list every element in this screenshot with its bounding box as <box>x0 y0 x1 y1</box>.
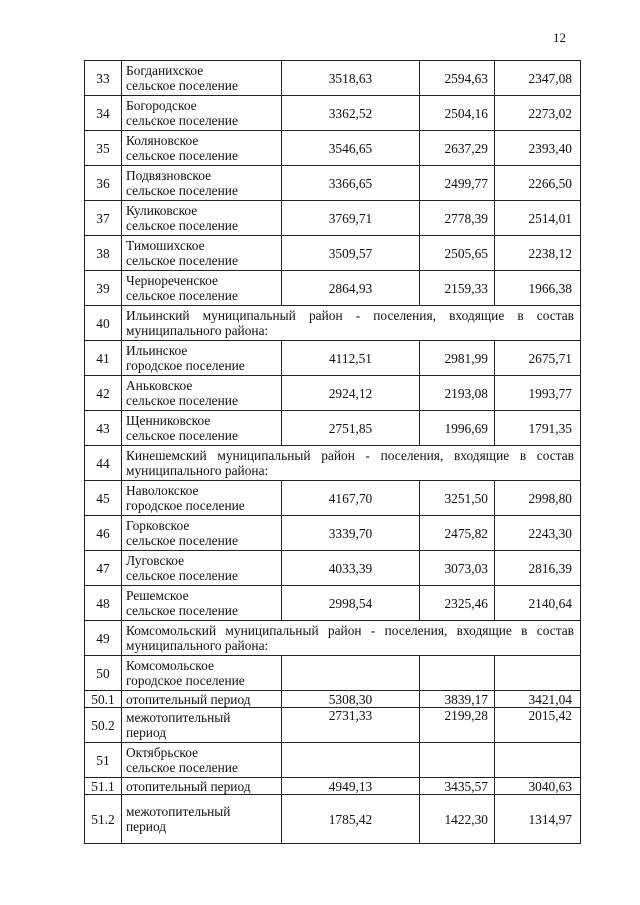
settlement-name: межотопительный <box>126 710 231 725</box>
name-cell <box>122 271 282 306</box>
settlement-name: Богородское <box>126 98 197 113</box>
settlement-name: Аньковское <box>126 378 193 393</box>
value-col3: 2243,30 <box>495 516 581 551</box>
value-col3: 3040,63 <box>495 778 581 795</box>
settlement-type: период <box>126 819 167 834</box>
table-row <box>85 743 581 778</box>
name-cell <box>122 481 282 516</box>
name-cell <box>122 96 282 131</box>
tariff-table <box>84 60 581 844</box>
table-row <box>85 271 581 306</box>
value-col1: 3769,71 <box>282 201 420 236</box>
row-number: 34 <box>85 96 122 131</box>
value-col2: 2778,39 <box>420 201 495 236</box>
settlement-name: Октябрьское <box>126 745 199 760</box>
settlement-type: сельское поселение <box>126 78 238 93</box>
value-col1: 4949,13 <box>282 778 420 795</box>
value-col3: 2347,08 <box>495 61 581 96</box>
settlement-type: сельское поселение <box>126 603 238 618</box>
page-number: 12 <box>553 30 566 45</box>
value-col3: 2140,64 <box>495 586 581 621</box>
value-col1: 3362,52 <box>282 96 420 131</box>
value-col3 <box>495 743 581 778</box>
value-col1: 4167,70 <box>282 481 420 516</box>
value-col1: 3518,63 <box>282 61 420 96</box>
value-col2 <box>420 656 495 691</box>
value-col3: 2238,12 <box>495 236 581 271</box>
name-cell <box>122 778 282 795</box>
settlement-type: сельское поселение <box>126 533 238 548</box>
value-col3: 2816,39 <box>495 551 581 586</box>
settlement-type: сельское поселение <box>126 393 238 408</box>
settlement-type: сельское поселение <box>126 148 238 163</box>
row-number: 50 <box>85 656 122 691</box>
district-header: Ильинский муниципальный район - поселения, входящие в состав муниципального района: <box>122 306 581 341</box>
settlement-type: городское поселение <box>126 498 245 513</box>
row-number: 47 <box>85 551 122 586</box>
value-col3: 1791,35 <box>495 411 581 446</box>
table-row <box>85 236 581 271</box>
table-row <box>85 481 581 516</box>
settlement-name: Чернореченское <box>126 273 218 288</box>
district-header: Кинешемский муниципальный район - поселения, входящие в состав муниципального района: <box>122 446 581 481</box>
name-cell <box>122 166 282 201</box>
value-col3: 1314,97 <box>495 795 581 844</box>
value-col1: 2731,33 <box>282 708 420 743</box>
row-number: 51.2 <box>85 795 122 844</box>
name-cell <box>122 516 282 551</box>
value-col2: 3435,57 <box>420 778 495 795</box>
value-col1 <box>282 743 420 778</box>
row-number: 45 <box>85 481 122 516</box>
name-cell <box>122 708 282 743</box>
row-number: 43 <box>85 411 122 446</box>
value-col1: 2864,93 <box>282 271 420 306</box>
table-row <box>85 411 581 446</box>
value-col2: 2637,29 <box>420 131 495 166</box>
value-col3: 2998,80 <box>495 481 581 516</box>
settlement-name: отопительный период <box>126 778 251 794</box>
table-row <box>85 708 581 743</box>
settlement-name: Щенниковское <box>126 413 211 428</box>
value-col2: 2504,16 <box>420 96 495 131</box>
table-row <box>85 691 581 708</box>
settlement-type: сельское поселение <box>126 760 238 775</box>
value-col1: 3509,57 <box>282 236 420 271</box>
value-col3: 2015,42 <box>495 708 581 743</box>
settlement-type: городское поселение <box>126 358 245 373</box>
name-cell <box>122 586 282 621</box>
row-number: 41 <box>85 341 122 376</box>
value-col3: 1993,77 <box>495 376 581 411</box>
table-row <box>85 516 581 551</box>
settlement-name: Ильинское <box>126 343 188 358</box>
value-col2: 3839,17 <box>420 691 495 708</box>
row-number: 46 <box>85 516 122 551</box>
table-row <box>85 376 581 411</box>
value-col1 <box>282 656 420 691</box>
row-number: 38 <box>85 236 122 271</box>
value-col2: 2193,08 <box>420 376 495 411</box>
name-cell <box>122 341 282 376</box>
table-row <box>85 446 581 481</box>
row-number: 50.2 <box>85 708 122 743</box>
value-col2: 1422,30 <box>420 795 495 844</box>
table-row <box>85 201 581 236</box>
value-col2: 2199,28 <box>420 708 495 743</box>
table-row <box>85 656 581 691</box>
value-col2: 2594,63 <box>420 61 495 96</box>
table-row <box>85 96 581 131</box>
value-col3: 1966,38 <box>495 271 581 306</box>
name-cell <box>122 376 282 411</box>
settlement-type: период <box>126 725 167 740</box>
value-col2: 3073,03 <box>420 551 495 586</box>
row-number: 49 <box>85 621 122 656</box>
value-col2: 2981,99 <box>420 341 495 376</box>
settlement-name: Богданихское <box>126 63 204 78</box>
name-cell <box>122 131 282 166</box>
row-number: 50.1 <box>85 691 122 708</box>
row-number: 44 <box>85 446 122 481</box>
table-row <box>85 621 581 656</box>
value-col3: 3421,04 <box>495 691 581 708</box>
value-col3: 2393,40 <box>495 131 581 166</box>
value-col3: 2675,71 <box>495 341 581 376</box>
row-number: 37 <box>85 201 122 236</box>
settlement-type: сельское поселение <box>126 288 238 303</box>
table-row <box>85 341 581 376</box>
value-col3: 2273,02 <box>495 96 581 131</box>
row-number: 48 <box>85 586 122 621</box>
table-row <box>85 61 581 96</box>
row-number: 40 <box>85 306 122 341</box>
value-col2: 2475,82 <box>420 516 495 551</box>
name-cell <box>122 656 282 691</box>
table-row <box>85 778 581 795</box>
value-col2: 2159,33 <box>420 271 495 306</box>
row-number: 39 <box>85 271 122 306</box>
district-header: Комсомольский муниципальный район - поселения, входящие в состав муниципального района: <box>122 621 581 656</box>
table-row <box>85 131 581 166</box>
settlement-type: сельское поселение <box>126 183 238 198</box>
settlement-name: Наволокское <box>126 483 199 498</box>
value-col1: 2924,12 <box>282 376 420 411</box>
value-col1: 3366,65 <box>282 166 420 201</box>
value-col3 <box>495 656 581 691</box>
table-row <box>85 586 581 621</box>
settlement-name: Куликовское <box>126 203 198 218</box>
value-col1: 4112,51 <box>282 341 420 376</box>
value-col3: 2514,01 <box>495 201 581 236</box>
settlement-type: сельское поселение <box>126 253 238 268</box>
value-col2: 2505,65 <box>420 236 495 271</box>
settlement-type: сельское поселение <box>126 218 238 233</box>
value-col1: 5308,30 <box>282 691 420 708</box>
value-col1: 2998,54 <box>282 586 420 621</box>
settlement-name: межотопительный <box>126 804 231 819</box>
name-cell <box>122 691 282 708</box>
settlement-name: Горковское <box>126 518 190 533</box>
value-col2: 2325,46 <box>420 586 495 621</box>
value-col2: 1996,69 <box>420 411 495 446</box>
row-number: 35 <box>85 131 122 166</box>
table-row <box>85 166 581 201</box>
row-number: 51 <box>85 743 122 778</box>
name-cell <box>122 551 282 586</box>
settlement-name: Коляновское <box>126 133 199 148</box>
value-col2 <box>420 743 495 778</box>
value-col2: 3251,50 <box>420 481 495 516</box>
settlement-name: отопительный период <box>126 691 251 707</box>
name-cell <box>122 61 282 96</box>
value-col1: 3339,70 <box>282 516 420 551</box>
row-number: 33 <box>85 61 122 96</box>
value-col3: 2266,50 <box>495 166 581 201</box>
name-cell <box>122 201 282 236</box>
value-col1: 1785,42 <box>282 795 420 844</box>
table-row <box>85 306 581 341</box>
settlement-type: сельское поселение <box>126 568 238 583</box>
table-row <box>85 551 581 586</box>
value-col1: 2751,85 <box>282 411 420 446</box>
settlement-name: Комсомольское <box>126 658 214 673</box>
name-cell <box>122 743 282 778</box>
row-number: 42 <box>85 376 122 411</box>
settlement-type: сельское поселение <box>126 428 238 443</box>
table-row <box>85 795 581 844</box>
value-col1: 3546,65 <box>282 131 420 166</box>
row-number: 51.1 <box>85 778 122 795</box>
row-number: 36 <box>85 166 122 201</box>
value-col1: 4033,39 <box>282 551 420 586</box>
name-cell <box>122 236 282 271</box>
settlement-type: сельское поселение <box>126 113 238 128</box>
settlement-name: Подвязновское <box>126 168 212 183</box>
name-cell <box>122 411 282 446</box>
settlement-type: городское поселение <box>126 673 245 688</box>
settlement-name: Тимошихское <box>126 238 205 253</box>
settlement-name: Решемское <box>126 588 189 603</box>
value-col2: 2499,77 <box>420 166 495 201</box>
name-cell <box>122 795 282 844</box>
settlement-name: Луговское <box>126 553 185 568</box>
